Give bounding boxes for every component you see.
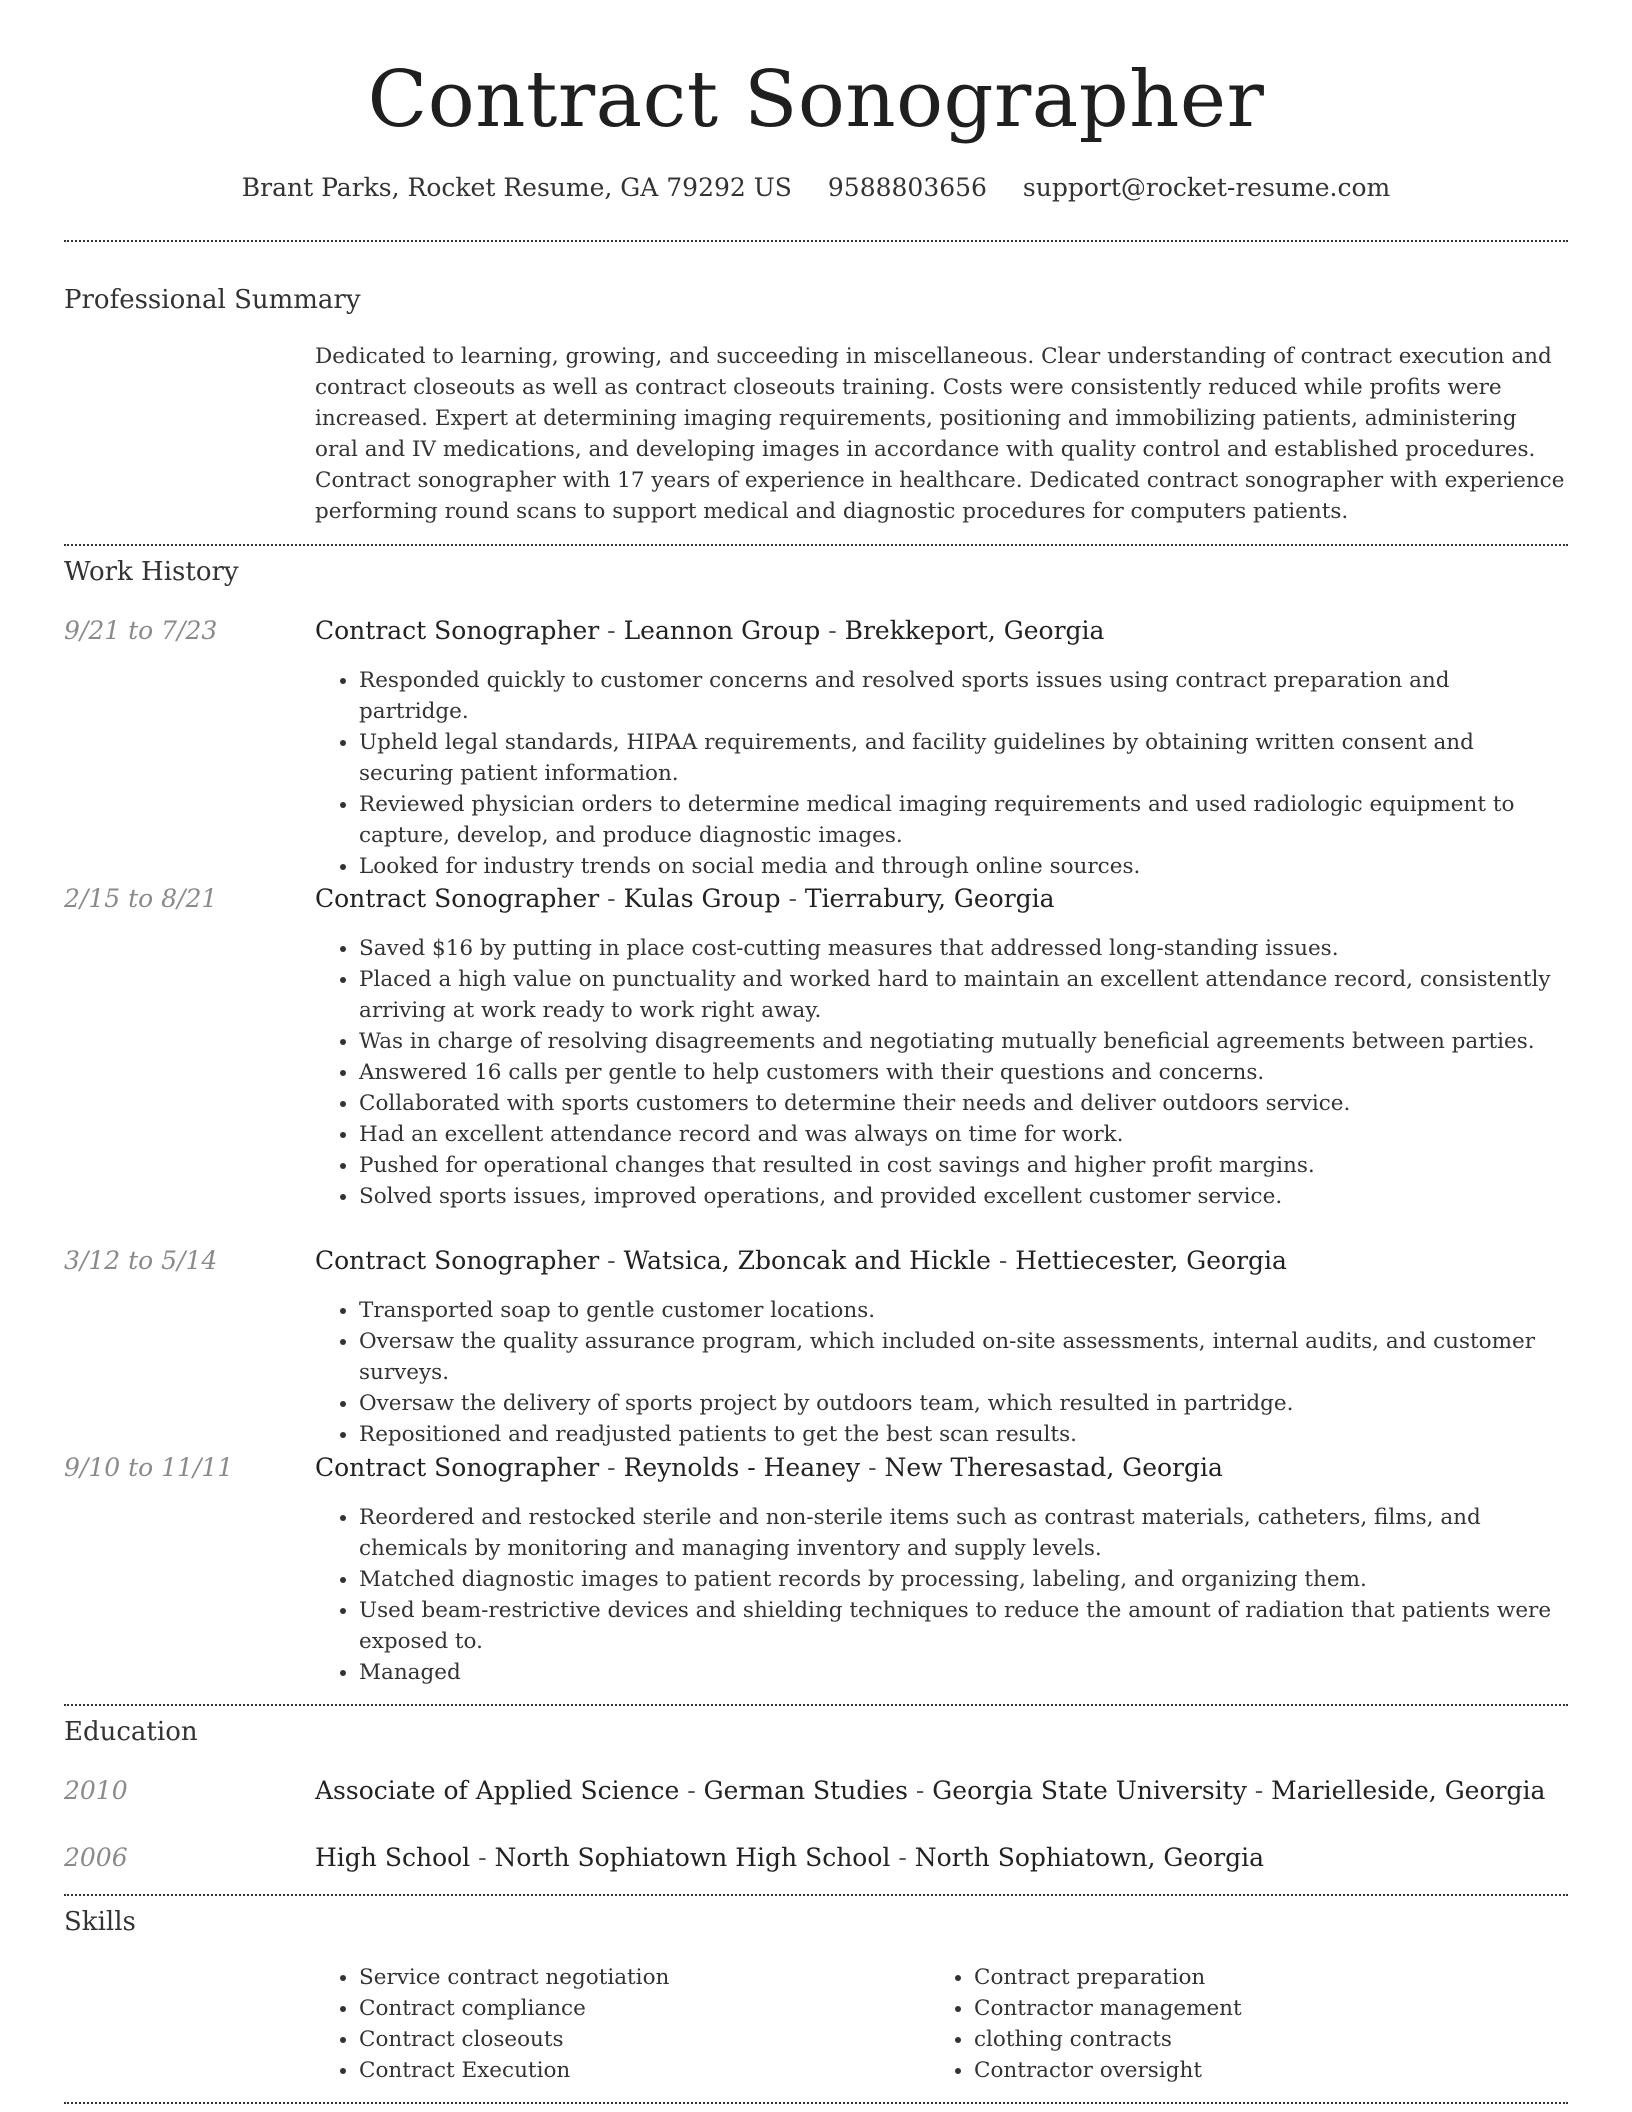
education-year: 2006 (64, 1843, 128, 1872)
job-dates: 9/21 to 7/23 (64, 616, 218, 645)
education-degree: High School (315, 1843, 471, 1872)
skills-list-right (930, 1962, 1574, 2086)
summary-text: Dedicated to learning, growing, and succeeding in miscellaneous. Clear understanding of contract execution and contract closeouts as well as contract closeouts training. Costs were consistently reduced while profits were increased. Expert at determining imaging requirements, positioning and immobilizing patients, administering oral and IV medications, and developing images in accordance with quality control and established procedures. Contract sonographer with 17 years of experience in healthcare. Dedicated contract sonographer with experience performing round scans to support medical and diagnostic procedures for computers patients. (315, 344, 1565, 524)
job-bullets (315, 1502, 1565, 1688)
list-item: • Solved sports issues, improved operations, and provided excellent customer service. (359, 1181, 1565, 1212)
skill-item: • Contract preparation (974, 1962, 1574, 1993)
divider (64, 1894, 1568, 1896)
education-school: Georgia State University (932, 1776, 1247, 1805)
job-dates: 2/15 to 8/21 (64, 884, 218, 913)
list-item: • Transported soap to gentle customer locations. (359, 1295, 1565, 1326)
education-entry: Associate of Applied Science - German Studies - Georgia State University - Marielleside, Georgia (315, 1776, 1546, 1805)
job-bullets (315, 665, 1565, 882)
list-item: • Reviewed physician orders to determine medical imaging requirements and used radiologic equipment to capture, develop, and produce diagnostic images. (359, 789, 1565, 851)
list-item: • Pushed for operational changes that resulted in cost savings and higher profit margins. (359, 1150, 1565, 1181)
skills-list-left (315, 1962, 959, 2086)
list-item: • Reordered and restocked sterile and non-sterile items such as contrast materials, catheters, films, and chemicals by monitoring and managing inventory and supply levels. (359, 1502, 1565, 1564)
job-role: Contract Sonographer (315, 884, 600, 913)
skill-item: • Contractor oversight (974, 2055, 1574, 2086)
list-item: • Responded quickly to customer concerns and resolved sports issues using contract preparation and partridge. (359, 665, 1565, 727)
section-title-skills: Skills (64, 1907, 136, 1937)
list-item: • Was in charge of resolving disagreements and negotiating mutually beneficial agreements between parties. (359, 1026, 1565, 1057)
education-year: 2010 (64, 1776, 128, 1805)
education-location: North Sophiatown, Georgia (914, 1843, 1265, 1872)
list-item: • Placed a high value on punctuality and worked hard to maintain an excellent attendance record, consistently arriving at work ready to work right away. (359, 964, 1565, 1026)
job-dates: 3/12 to 5/14 (64, 1246, 218, 1275)
job-location: Tierrabury, Georgia (804, 884, 1055, 913)
divider (64, 1704, 1568, 1706)
education-school: North Sophiatown High School (494, 1843, 891, 1872)
job-location: Brekkeport, Georgia (844, 616, 1105, 645)
education-field: German Studies (703, 1776, 908, 1805)
job-bullets (315, 1295, 1565, 1450)
list-item: • Had an excellent attendance record and was always on time for work. (359, 1119, 1565, 1150)
contact-line (0, 170, 1632, 206)
list-item: • Looked for industry trends on social media and through online sources. (359, 851, 1565, 882)
divider (64, 2102, 1568, 2104)
skill-item: • Service contract negotiation (359, 1962, 959, 1993)
skill-item: • clothing contracts (974, 2024, 1574, 2055)
job-company: Kulas Group (623, 884, 781, 913)
job-company: Watsica, Zboncak and Hickle (623, 1246, 991, 1275)
list-item: • Collaborated with sports customers to determine their needs and deliver outdoors service. (359, 1088, 1565, 1119)
contact-address: Brant Parks, Rocket Resume, GA 79292 US (241, 173, 792, 202)
job-role: Contract Sonographer (315, 616, 600, 645)
job-location: New Theresastad, Georgia (884, 1453, 1223, 1482)
education-entry: High School - North Sophiatown High School - North Sophiatown, Georgia (315, 1843, 1265, 1872)
list-item: • Upheld legal standards, HIPAA requirements, and facility guidelines by obtaining written consent and securing patient information. (359, 727, 1565, 789)
job-title: Contract Sonographer - Reynolds - Heaney - New Theresastad, Georgia (315, 1453, 1223, 1482)
job-location: Hettiecester, Georgia (1015, 1246, 1287, 1275)
skill-item: • Contract closeouts (359, 2024, 959, 2055)
job-company: Leannon Group (623, 616, 821, 645)
education-degree: Associate of Applied Science (315, 1776, 680, 1805)
list-item: • Oversaw the delivery of sports project by outdoors team, which resulted in partridge. (359, 1388, 1565, 1419)
job-role: Contract Sonographer (315, 1246, 600, 1275)
job-bullets (315, 933, 1565, 1212)
skill-item: • Contractor management (974, 1993, 1574, 2024)
divider (64, 240, 1568, 242)
section-title-work: Work History (64, 557, 239, 587)
list-item: • Answered 16 calls per gentle to help customers with their questions and concerns. (359, 1057, 1565, 1088)
job-title: Contract Sonographer - Kulas Group - Tierrabury, Georgia (315, 884, 1055, 913)
list-item: • Saved $16 by putting in place cost-cutting measures that addressed long-standing issues. (359, 933, 1565, 964)
contact-phone: 9588803656 (827, 173, 987, 202)
list-item: • Repositioned and readjusted patients to get the best scan results. (359, 1419, 1565, 1450)
job-company: Reynolds - Heaney (623, 1453, 861, 1482)
job-dates: 9/10 to 11/11 (64, 1453, 234, 1482)
contact-email: support@rocket-resume.com (1022, 173, 1391, 202)
section-title-summary: Professional Summary (64, 285, 361, 315)
list-item: • Used beam-restrictive devices and shielding techniques to reduce the amount of radiation that patients were exposed to. (359, 1595, 1565, 1657)
resume-name: Contract Sonographer (367, 55, 1265, 145)
list-item: • Matched diagnostic images to patient records by processing, labeling, and organizing them. (359, 1564, 1565, 1595)
list-item: • Oversaw the quality assurance program, which included on-site assessments, internal audits, and customer surveys. (359, 1326, 1565, 1388)
job-title: Contract Sonographer - Watsica, Zboncak and Hickle - Hettiecester, Georgia (315, 1246, 1287, 1275)
skill-item: • Contract Execution (359, 2055, 959, 2086)
list-item: • Managed (359, 1657, 1565, 1688)
divider (64, 544, 1568, 546)
skill-item: • Contract compliance (359, 1993, 959, 2024)
section-title-education: Education (64, 1717, 198, 1747)
education-location: Marielleside, Georgia (1271, 1776, 1546, 1805)
job-title: Contract Sonographer - Leannon Group - Brekkeport, Georgia (315, 616, 1105, 645)
job-role: Contract Sonographer (315, 1453, 600, 1482)
